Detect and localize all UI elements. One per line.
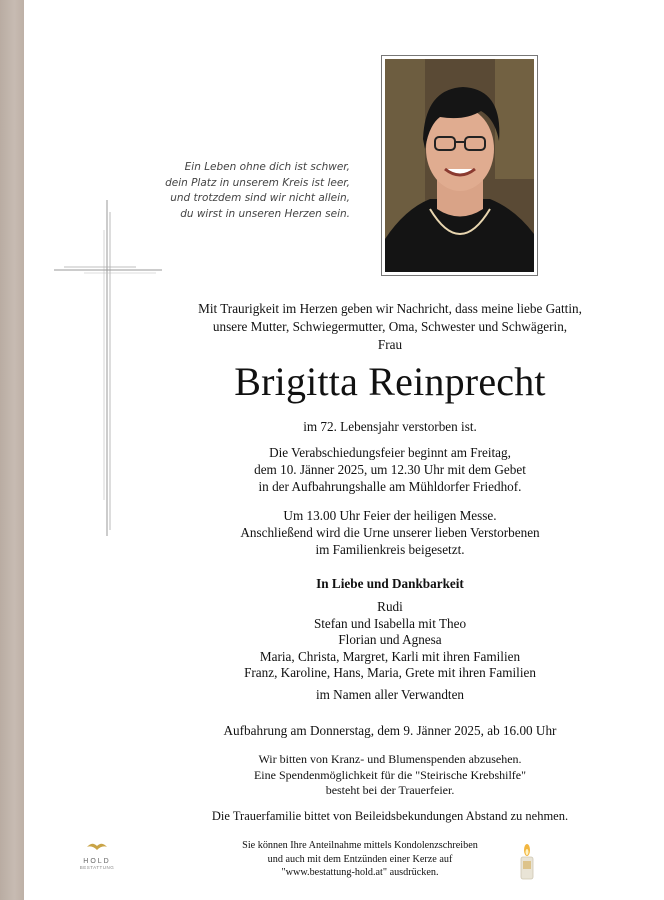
donation-line: Eine Spendenmöglichkeit für die "Steirische Krebshilfe": [253, 767, 527, 782]
intro-line: Mit Traurigkeit im Herzen geben wir Nachricht, dass meine liebe Gattin,: [198, 301, 582, 316]
poem-line: und trotzdem sind wir nicht allein,: [170, 192, 350, 204]
ceremony-line: Die Verabschiedungsfeier beginnt am Freitag,: [269, 445, 511, 460]
portrait-frame: [381, 55, 538, 276]
age-line: im 72. Lebensjahr verstorben ist.: [303, 419, 477, 434]
donation-line: Wir bitten von Kranz- und Blumenspenden abzusehen.: [258, 752, 522, 766]
mass-text: [160, 507, 620, 558]
family-line: Rudi: [377, 599, 403, 614]
family-line: Maria, Christa, Margret, Karli mit ihren Familien: [259, 648, 521, 664]
relatives-line: im Namen aller Verwandten: [315, 687, 465, 702]
mass-line: im Familienkreis beigesetzt.: [315, 542, 465, 557]
notice-line: Die Trauerfamilie bittet von Beileidsbekundungen Abstand zu nehmen.: [211, 809, 569, 823]
mass-line: Anschließend wird die Urne unserer lieben Verstorbenen: [240, 525, 540, 540]
donation-line: besteht bei der Trauerfeier.: [325, 783, 455, 797]
poem: [150, 160, 350, 222]
viewing-line: Aufbahrung am Donnerstag, dem 9. Jänner 2025, ab 16.00 Uhr: [223, 723, 557, 738]
poem-line: du wirst in unseren Herzen sein.: [180, 207, 350, 220]
ceremony-line: in der Aufbahrungshalle am Mühldorfer Friedhof.: [258, 479, 522, 494]
ceremony-text: [160, 444, 620, 495]
portrait-photo: [385, 59, 534, 272]
funeral-home-logo: [74, 840, 120, 870]
family-line: Florian und Agnesa: [338, 632, 442, 647]
intro-line: unsere Mutter, Schwiegermutter, Oma, Schwester und Schwägerin,: [212, 319, 568, 334]
logo-subtitle: BESTATTUNG: [79, 865, 115, 870]
side-stripe: [0, 0, 24, 900]
family-line: Franz, Karoline, Hans, Maria, Grete mit ihren Familien: [244, 665, 536, 680]
poem-line: Ein Leben ohne dich ist schwer,: [184, 161, 350, 173]
poem-line: dein Platz in unserem Kreis ist leer,: [165, 176, 350, 189]
portrait-illustration: [385, 59, 534, 272]
intro-text: [160, 300, 620, 354]
mourners-heading: In Liebe und Dankbarkeit: [316, 576, 464, 591]
condolence-text: [230, 839, 490, 880]
intro-line: Frau: [377, 337, 403, 352]
family-list: [160, 599, 620, 682]
deceased-name: Brigitta Reinprecht: [234, 359, 546, 404]
logo-name: HOLD: [83, 858, 111, 865]
condolence-line: Sie können Ihre Anteilnahme mittels Kondolenzschreiben: [242, 840, 478, 851]
candle-icon[interactable]: [518, 844, 536, 880]
mass-line: Um 13.00 Uhr Feier der heiligen Messe.: [283, 508, 497, 523]
family-line: Stefan und Isabella mit Theo: [313, 615, 467, 631]
condolence-line: "www.bestattung-hold.at" ausdrücken.: [281, 867, 439, 878]
donation-text: [160, 752, 620, 799]
wing-icon: [86, 841, 108, 853]
condolence-line: und auch mit dem Entzünden einer Kerze auf: [267, 853, 453, 865]
cross-icon: [54, 200, 164, 540]
ceremony-line: dem 10. Jänner 2025, um 12.30 Uhr mit dem Gebet: [254, 462, 526, 477]
